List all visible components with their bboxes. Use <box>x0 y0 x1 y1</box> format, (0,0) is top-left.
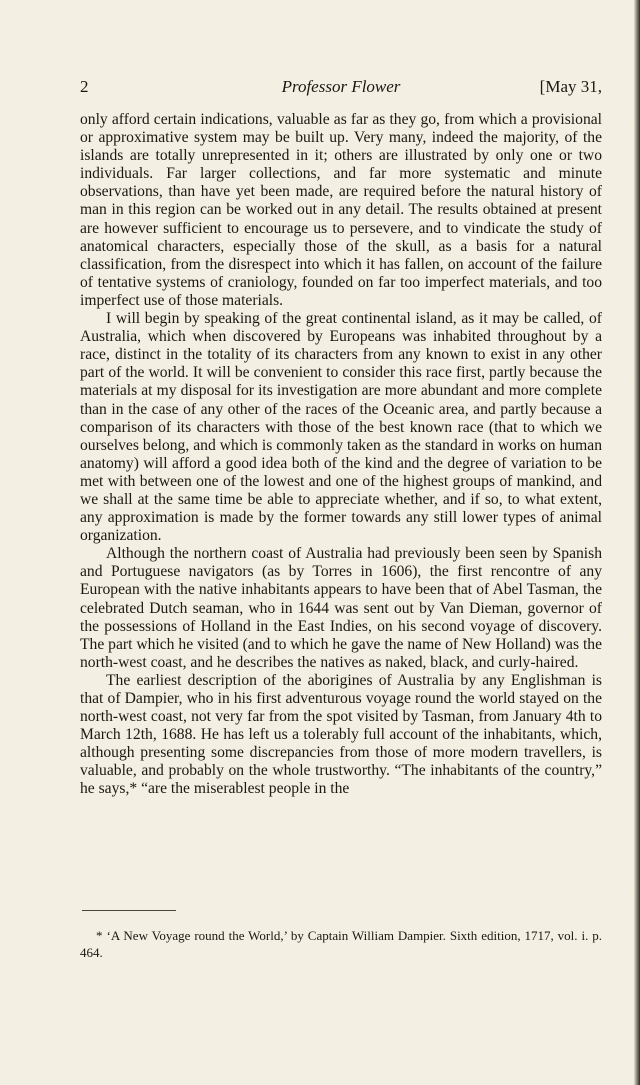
footnote-rule <box>82 910 176 911</box>
footnote-text: ‘A New Voyage round the World,’ by Captain William Dampier. Sixth edition, 1717, vol. i. p. 464. <box>80 928 602 960</box>
running-title: Professor Flower <box>281 77 401 96</box>
paragraph-continuation: only afford certain indications, valuable as far as they go, from which a provisional or approximative system may be built up. Very many, indeed the majority, of the islands are totally unrepresented in it; others are illustrated by only one or two individuals. Far larger collections, and far more systematic and minute observations, than have yet been made, are required before the natural history of man in this region can be worked out in any detail. The results obtained at present are however sufficient to encourage us to persevere, and to vindicate the study of anatomical characters, especially those of the skull, as a basis for a natural classification, from the disrespect into which it has fallen, on account of the failure of tentative systems of craniology, founded on far too imperfect materials, and too imperfect use of those materials. <box>80 111 602 309</box>
page-number: 2 <box>80 77 89 96</box>
paragraph-dampier: The earliest description of the aborigines of Australia by any Englishman is that of Dampier, who in his first adventurous voyage round the world stayed on the north-west coast, not very far from the spot visited by Tasman, from January 4th to March 12th, 1688. He has left us a tolerably full account of the inhabitants, which, although presenting some discrepancies from those of more modern travellers, is valuable, and probably on the whole trustworthy. “The inhabitants of the country,” he says,* “are the miserablest people in the <box>80 671 602 798</box>
page-edge <box>634 0 640 1085</box>
running-head <box>80 76 602 98</box>
footnote <box>80 928 602 961</box>
footnote-marker: * <box>96 928 103 943</box>
body-text <box>80 111 602 799</box>
running-date: [May 31, <box>539 77 602 96</box>
paragraph-australia-race: I will begin by speaking of the great continental island, as it may be called, of Australia, which when discovered by Europeans was inhabited throughout by a race, distinct in the totality of its characters from any known to exist in any other part of the world. It will be convenient to consider this race first, partly because the materials at my disposal for its investigation are more abundant and more complete than in the case of any other of the races of the Oceanic area, and partly because a comparison of its characters with those of the best known race (that to which we ourselves belong, and which is commonly taken as the standard in works on human anatomy) will afford a good idea both of the kind and the degree of variation to be met with between one of the lowest and one of the highest groups of mankind, and we shall at the same time be able to appreciate whether, and if so, to what extent, any approximation is made by the former towards any still lower types of animal organization. <box>80 310 602 545</box>
paragraph-tasman: Although the northern coast of Australia had previously been seen by Spanish and Portuguese navigators (as by Torres in 1606), the first rencontre of any European with the native inhabitants appears to have been that of Abel Tasman, the celebrated Dutch seaman, who in 1644 was sent out by Van Dieman, governor of the possessions of Holland in the East Indies, on his second voyage of discovery. The part which he visited (and to which he gave the name of New Holland) was the north-west coast, and he describes the natives as naked, black, and curly-haired. <box>80 545 602 671</box>
